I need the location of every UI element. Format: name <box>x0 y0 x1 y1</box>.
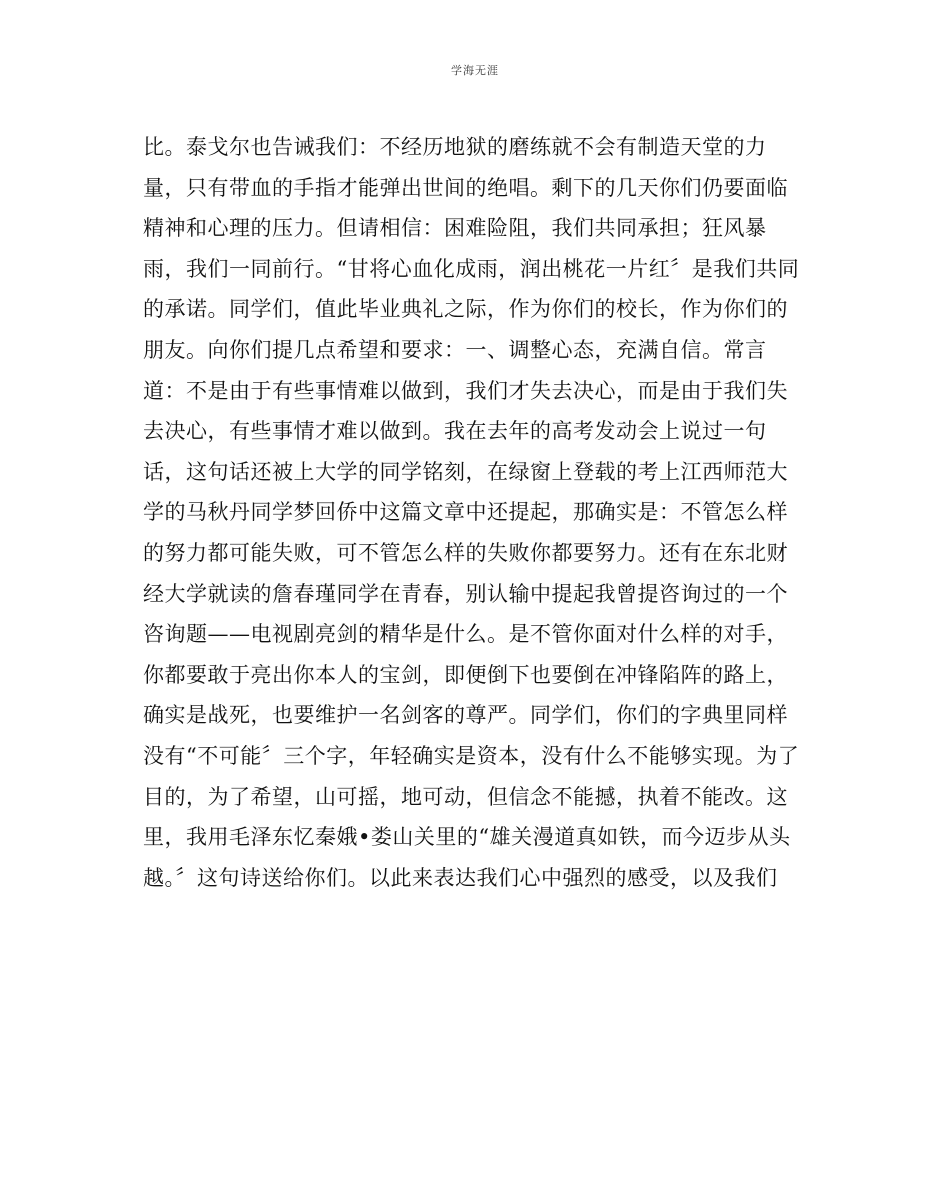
text-line: 去决心，有些事情才难以做到。我在去年的高考发动会上说过一句 <box>143 419 767 444</box>
text-line: 里，我用毛泽东忆秦娥•娄山关里的“雄关漫道真如铁，而今迈步从头 <box>143 825 791 850</box>
text-line: 学的马秋丹同学梦回侨中这篇文章中还提起，那确实是：不管怎么样 <box>143 500 788 525</box>
text-line: 咨询题——电视剧亮剑的精华是什么。是不管你面对什么样的对手， <box>143 622 788 647</box>
text-line: 的承诺。同学们，值此毕业典礼之际，作为你们的校长，作为你们的 <box>143 297 788 322</box>
text-line: 量，只有带血的手指才能弹出世间的绝唱。剩下的几天你们仍要面临 <box>143 175 788 200</box>
text-line: 没有“不可能〞三个字，年轻确实是资本，没有什么不能够实现。为了 <box>143 743 800 768</box>
text-line: 你都要敢于亮出你本人的宝剑，即便倒下也要倒在冲锋陷阵的路上， <box>143 662 788 687</box>
text-line: 比。泰戈尔也告诫我们：不经历地狱的磨练就不会有制造天堂的力 <box>143 135 767 159</box>
text-line: 道：不是由于有些事情难以做到，我们才失去决心，而是由于我们失 <box>143 378 788 403</box>
text-line: 经大学就读的詹春瑾同学在青春，别认输中提起我曾提咨询过的一个 <box>143 581 788 606</box>
body-text <box>143 127 823 898</box>
text-line: 的努力都可能失败，可不管怎么样的失败你都要努力。还有在东北财 <box>143 540 788 565</box>
page-header: 学海无涯 <box>451 64 499 77</box>
text-line: 确实是战死，也要维护一名剑客的尊严。同学们，你们的字典里同样 <box>143 703 788 728</box>
text-line: 精神和心理的压力。但请相信：困难险阻，我们共同承担；狂风暴 <box>143 216 767 241</box>
text-line: 雨，我们一同前行。“甘将心血化成雨，润出桃花一片红〞是我们共同 <box>143 256 800 281</box>
text-line: 目的，为了希望，山可摇，地可动，但信念不能撼，执着不能改。这 <box>143 784 788 809</box>
text-line: 朋友。向你们提几点希望和要求：一、调整心态，充满自信。常言 <box>143 337 767 362</box>
text-line: 越。〞这句诗送给你们。以此来表达我们心中强烈的感受，以及我们 <box>143 865 778 890</box>
text-line: 话，这句话还被上大学的同学铭刻，在绿窗上登载的考上江西师范大 <box>143 459 788 484</box>
